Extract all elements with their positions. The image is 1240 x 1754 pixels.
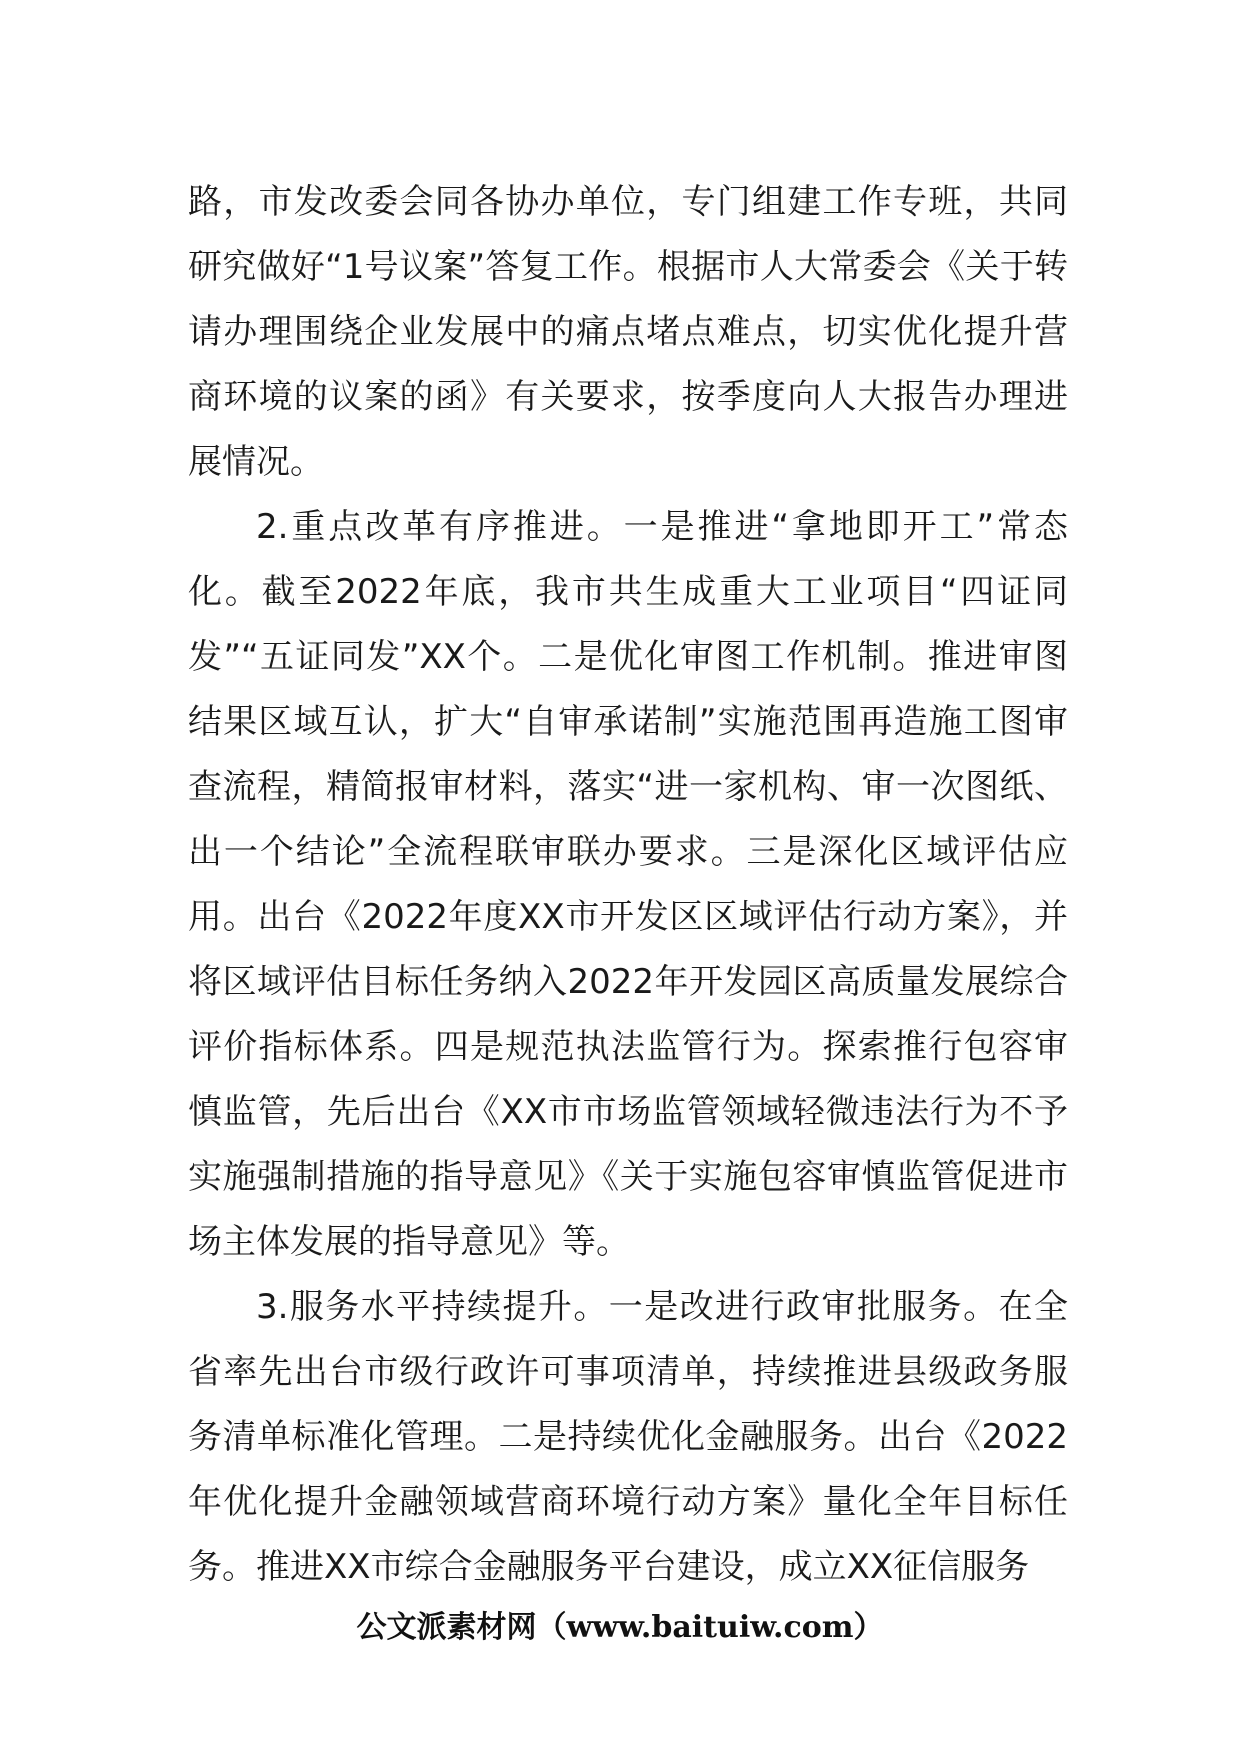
- paragraph-service-level: 3.服务水平持续提升。一是改进行政审批服务。在全省率先出台市级行政许可事项清单，持续推进县级政务服务清单标准化管理。二是持续优化金融服务。出台《2022年优化提升金融领域营商环境行动方案》量化全年目标任务。推进XX市综合金融服务平台建设，成立XX征信服务: [188, 1287, 1068, 1587]
- footer-watermark-text: 公文派素材网（www.baituiw.com）: [356, 1610, 884, 1645]
- paragraph-continuation: 路，市发改委会同各协办单位，专门组建工作专班，共同研究做好“1号议案”答复工作。根据市人大常委会《关于转请办理围绕企业发展中的痛点堵点难点，切实优化提升营商环境的议案的函》有关要求，按季度向人大报告办理进展情况。: [188, 182, 1068, 482]
- paragraph-key-reforms: 2.重点改革有序推进。一是推进“拿地即开工”常态化。截至2022年底，我市共生成重大工业项目“四证同发”“五证同发”XX个。二是优化审图工作机制。推进审图结果区域互认，扩大“自审承诺制”实施范围再造施工图审查流程，精简报审材料，落实“进一家机构、审一次图纸、出一个结论”全流程联审联办要求。三是深化区域评估应用。出台《2022年度XX市开发区区域评估行动方案》，并将区域评估目标任务纳入2022年开发园区高质量发展综合评价指标体系。四是规范执法监管行为。探索推行包容审慎监管，先后出台《XX市市场监管领域轻微违法行为不予实施强制措施的指导意见》《关于实施包容审慎监管促进市场主体发展的指导意见》等。: [188, 507, 1068, 1262]
- document-body: [188, 170, 1068, 1600]
